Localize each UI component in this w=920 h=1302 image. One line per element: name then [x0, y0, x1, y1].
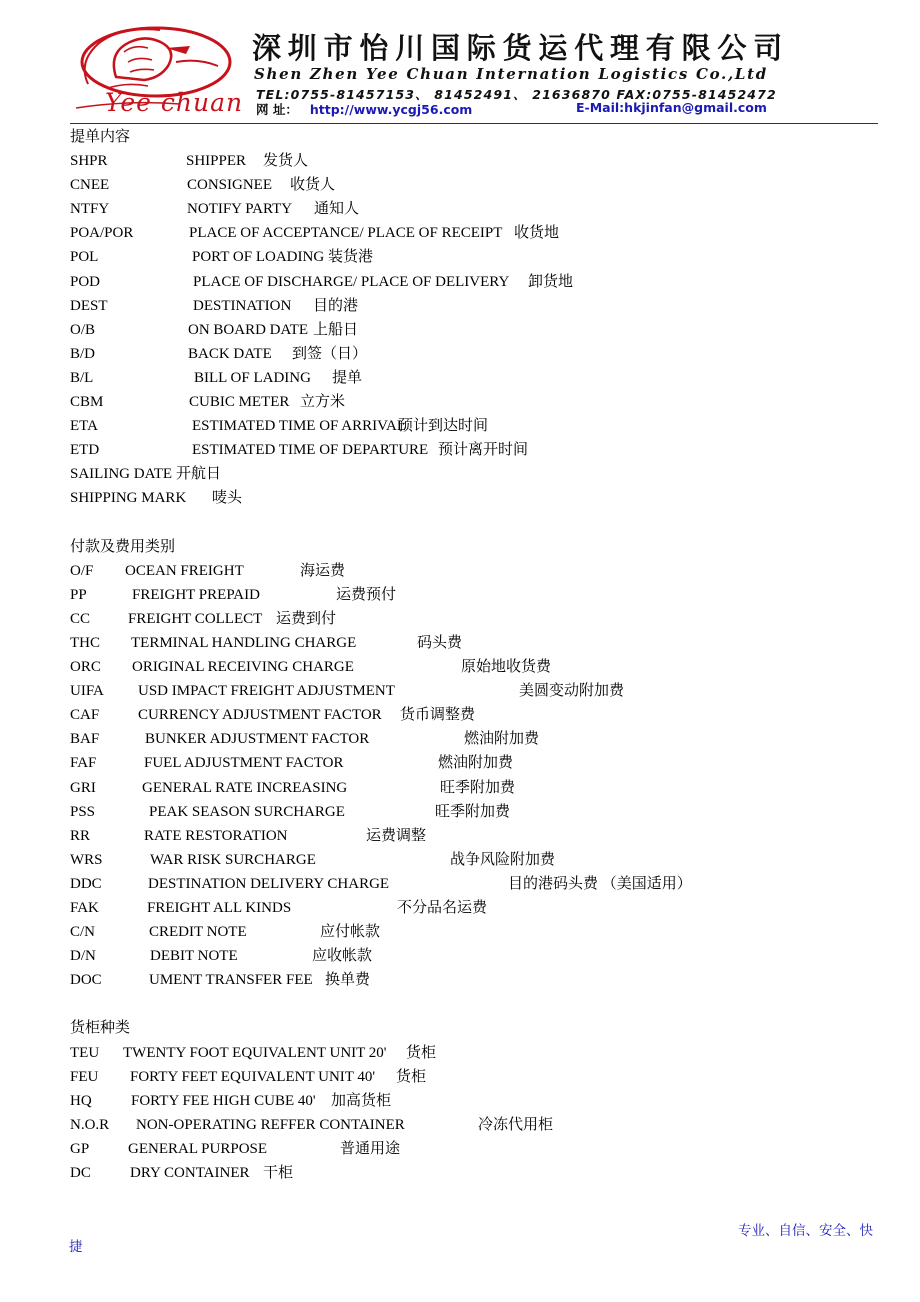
glossary-row [70, 824, 890, 848]
company-name-english: Shen Zhen Yee Chuan Internation Logistics Co.,Ltd [254, 65, 768, 83]
chinese-term: 预计到达时间 [398, 418, 489, 435]
english-term: FORTY FEE HIGH CUBE 40' [131, 1092, 316, 1109]
chinese-term: 应付帐款 [320, 924, 381, 941]
website-label: 网 址： [256, 102, 298, 117]
english-term: FREIGHT ALL KINDS [147, 900, 292, 916]
chinese-term: 货柜 [396, 1068, 427, 1085]
abbreviation: N.O.R [70, 1116, 110, 1133]
abbreviation: PSS [70, 803, 96, 820]
english-term: NOTIFY PARTY [187, 201, 293, 218]
abbreviation: DDC [70, 875, 102, 892]
english-term: CREDIT NOTE [149, 924, 247, 941]
chinese-term: 旺季附加费 [440, 779, 516, 796]
english-term: DRY CONTAINER [130, 1165, 250, 1182]
english-term: GENERAL RATE INCREASING [142, 779, 348, 796]
abbreviation: FAF [70, 755, 97, 772]
english-term: ESTIMATED TIME OF DEPARTURE [192, 442, 429, 459]
abbreviation: UIFA [70, 683, 104, 700]
abbreviation: DEST [70, 297, 108, 314]
chinese-term: 开航日 [176, 466, 222, 483]
glossary-row [70, 1137, 890, 1161]
glossary-row [70, 1089, 890, 1113]
english-term: ESTIMATED TIME OF ARRIVAL [192, 418, 407, 435]
abbreviation: POD [70, 273, 101, 290]
abbreviation: CBM [70, 394, 104, 411]
glossary-row [70, 776, 890, 800]
abbreviation: C/N [70, 924, 96, 941]
email-address[interactable]: E-Mail:hkjinfan@gmail.com [576, 100, 767, 115]
abbreviation: GRI [70, 779, 96, 796]
english-term: USD IMPACT FREIGHT ADJUSTMENT [138, 683, 395, 700]
english-term: PEAK SEASON SURCHARGE [149, 803, 345, 820]
glossary-row [70, 270, 890, 294]
abbreviation: WRS [70, 851, 103, 868]
glossary-row [70, 703, 890, 727]
glossary-row [70, 631, 890, 655]
section-heading: 付款及费用类别 [70, 538, 176, 555]
glossary-row [70, 727, 890, 751]
abbreviation: O/F [70, 562, 94, 579]
chinese-term: 到签（日） [292, 345, 368, 362]
section-heading: 货柜种类 [70, 1020, 131, 1037]
glossary-row [70, 149, 890, 173]
logo-wordmark: Yee chuan [105, 88, 244, 117]
chinese-term: 运费调整 [366, 827, 427, 844]
english-term: TERMINAL HANDLING CHARGE [131, 634, 357, 651]
english-term: FREIGHT COLLECT [128, 610, 263, 627]
english-term: SHIPPING MARK [70, 490, 187, 507]
abbreviation: HQ [70, 1092, 92, 1109]
glossary-row [70, 294, 890, 318]
glossary-row [70, 1113, 890, 1137]
glossary-row [70, 1161, 890, 1185]
english-term: DEBIT NOTE [150, 948, 238, 965]
glossary-row [70, 221, 890, 245]
english-term: SHIPPER [186, 153, 247, 170]
glossary-row [70, 390, 890, 414]
chinese-term: 运费到付 [276, 610, 337, 627]
chinese-term: 运费预付 [336, 586, 397, 603]
chinese-term: 目的港码头费 （美国适用） [508, 875, 692, 892]
chinese-term: 装货港 [328, 249, 374, 266]
chinese-term: 燃油附加费 [438, 755, 514, 772]
glossary-row [70, 414, 890, 438]
glossary-row [70, 173, 890, 197]
chinese-term: 货柜 [406, 1044, 437, 1061]
glossary-row [70, 583, 890, 607]
abbreviation: CC [70, 610, 91, 627]
chinese-term: 码头费 [417, 634, 463, 651]
glossary-row [70, 800, 890, 824]
glossary-row [70, 245, 890, 269]
chinese-term: 货币调整费 [400, 707, 476, 724]
abbreviation: B/L [70, 369, 94, 386]
chinese-term: 干柜 [263, 1165, 294, 1182]
glossary-row [70, 751, 890, 775]
chinese-term: 应收帐款 [312, 948, 373, 965]
chinese-term: 立方米 [300, 394, 346, 411]
english-term: OCEAN FREIGHT [125, 562, 244, 579]
chinese-term: 不分品名运费 [397, 900, 488, 916]
glossary-row [70, 462, 890, 486]
abbreviation: FAK [70, 900, 99, 916]
abbreviation: POA/POR [70, 225, 134, 242]
english-term: WAR RISK SURCHARGE [150, 851, 316, 868]
chinese-term: 提单 [332, 369, 363, 386]
abbreviation: D/N [70, 948, 96, 965]
abbreviation: TEU [70, 1044, 100, 1061]
glossary-row [70, 559, 890, 583]
english-term: CUBIC METER [189, 394, 290, 411]
abbreviation: ETA [70, 418, 98, 435]
chinese-term: 旺季附加费 [435, 803, 511, 820]
company-phone-fax: TEL:0755-81457153、 81452491、 21636870 FAX:0755-81452472 [256, 87, 777, 102]
company-name-chinese: 深圳市怡川国际货运代理有限公司 [252, 31, 790, 65]
glossary-row [70, 679, 890, 703]
glossary-row [70, 607, 890, 631]
glossary-row [70, 896, 890, 920]
english-term: DESTINATION [193, 297, 292, 314]
english-term: PORT OF LOADING [192, 249, 325, 266]
english-term: SAILING DATE [70, 466, 173, 483]
glossary-row [70, 318, 890, 342]
english-term: RATE RESTORATION [144, 827, 288, 844]
english-term: ORIGINAL RECEIVING CHARGE [132, 659, 354, 676]
chinese-term: 普通用途 [340, 1140, 401, 1157]
glossary-row [70, 968, 890, 992]
english-term: UMENT TRANSFER FEE [149, 972, 313, 989]
english-term: FUEL ADJUSTMENT FACTOR [144, 755, 344, 772]
abbreviation: THC [70, 634, 100, 651]
abbreviation: DC [70, 1165, 91, 1182]
english-term: TWENTY FOOT EQUIVALENT UNIT 20' [123, 1044, 387, 1061]
abbreviation: RR [70, 827, 91, 844]
abbreviation: CNEE [70, 177, 110, 194]
chinese-term: 唛头 [212, 490, 243, 507]
english-term: BILL OF LADING [194, 369, 311, 386]
abbreviation: NTFY [70, 201, 110, 218]
glossary-row [70, 197, 890, 221]
chinese-term: 卸货地 [528, 273, 574, 290]
abbreviation: GP [70, 1140, 90, 1157]
abbreviation: DOC [70, 972, 102, 989]
chinese-term: 通知人 [314, 201, 360, 218]
glossary-row [70, 1065, 890, 1089]
english-term: PLACE OF ACCEPTANCE/ PLACE OF RECEIPT [189, 225, 503, 242]
glossary-content [70, 125, 890, 1185]
abbreviation: SHPR [70, 153, 108, 170]
letterhead [0, 0, 920, 125]
chinese-term: 冷冻代用柜 [478, 1116, 554, 1133]
english-term: CURRENCY ADJUSTMENT FACTOR [138, 707, 382, 724]
abbreviation: BAF [70, 731, 100, 748]
chinese-term: 加高货柜 [331, 1092, 392, 1109]
footer-slogan: 专业、自信、安全、快 [738, 1223, 873, 1239]
abbreviation: FEU [70, 1068, 99, 1085]
english-term: NON-OPERATING REFFER CONTAINER [136, 1116, 405, 1133]
english-term: FORTY FEET EQUIVALENT UNIT 40' [130, 1068, 376, 1085]
english-term: CONSIGNEE [187, 177, 272, 194]
chinese-term: 目的港 [313, 297, 359, 314]
english-term: BACK DATE [188, 345, 272, 362]
glossary-row [70, 342, 890, 366]
abbreviation: ETD [70, 442, 100, 459]
english-term: GENERAL PURPOSE [128, 1140, 268, 1157]
chinese-term: 上船日 [313, 321, 359, 338]
glossary-row [70, 438, 890, 462]
chinese-term: 燃油附加费 [464, 731, 540, 748]
section-heading: 提单内容 [70, 129, 131, 145]
english-term: FREIGHT PREPAID [132, 586, 260, 603]
chinese-term: 预计离开时间 [438, 442, 529, 459]
english-term: ON BOARD DATE [188, 321, 308, 338]
abbreviation: O/B [70, 321, 96, 338]
glossary-row [70, 920, 890, 944]
abbreviation: POL [70, 249, 99, 266]
abbreviation: B/D [70, 345, 96, 362]
chinese-term: 战争风险附加费 [450, 851, 556, 868]
chinese-term: 收货人 [290, 177, 336, 194]
header-divider [70, 123, 878, 124]
abbreviation: ORC [70, 659, 101, 676]
abbreviation: CAF [70, 707, 100, 724]
glossary-row [70, 848, 890, 872]
chinese-term: 原始地收货费 [461, 659, 552, 676]
chinese-term: 换单费 [325, 972, 371, 989]
chinese-term: 海运费 [300, 562, 346, 579]
company-web-email [256, 100, 767, 118]
glossary-row [70, 1041, 890, 1065]
english-term: DESTINATION DELIVERY CHARGE [148, 875, 390, 892]
glossary-row [70, 872, 890, 896]
english-term: PLACE OF DISCHARGE/ PLACE OF DELIVERY [193, 273, 510, 290]
english-term: BUNKER ADJUSTMENT FACTOR [145, 731, 370, 748]
chinese-term: 美圆变动附加费 [519, 683, 625, 700]
glossary-row [70, 655, 890, 679]
chinese-term: 发货人 [263, 153, 309, 170]
footer-slogan-wrap: 捷 [69, 1239, 83, 1255]
website-link[interactable]: http://www.ycgj56.com [309, 102, 473, 117]
glossary-row [70, 486, 890, 510]
glossary-row [70, 944, 890, 968]
section-spacer [70, 511, 890, 535]
chinese-term: 收货地 [514, 225, 560, 242]
abbreviation: PP [70, 586, 87, 603]
glossary-row [70, 366, 890, 390]
section-spacer [70, 992, 890, 1016]
